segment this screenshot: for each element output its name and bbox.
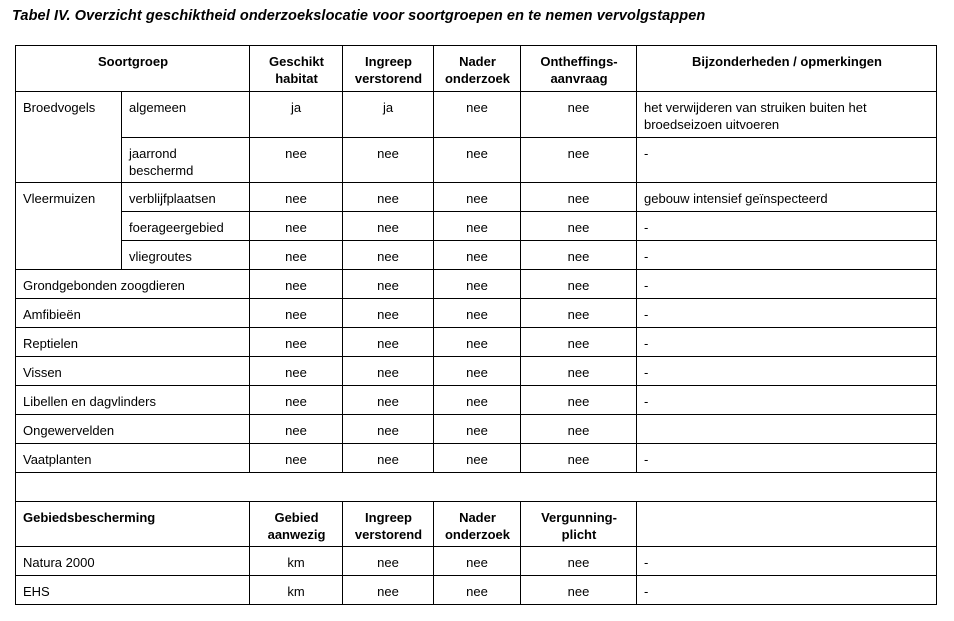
ontheffing-cell: nee [521, 270, 637, 299]
remark-cell: - [637, 241, 937, 270]
habitat-cell: nee [250, 357, 343, 386]
header-ontheffingsaanvraag: Ontheffings- aanvraag [521, 46, 637, 92]
ingreep-cell: nee [343, 444, 434, 473]
table-row [16, 92, 937, 138]
table-row [16, 328, 937, 357]
ontheffing-cell: nee [521, 241, 637, 270]
ingreep-cell: nee [343, 241, 434, 270]
habitat-cell: nee [250, 241, 343, 270]
vergunning-cell: nee [521, 547, 637, 576]
gebied-cell: km [250, 576, 343, 605]
nader-cell: nee [434, 138, 521, 183]
ontheffing-cell: nee [521, 328, 637, 357]
table-row [16, 299, 937, 328]
table-row [16, 212, 937, 241]
remark-cell: - [637, 270, 937, 299]
nader-cell: nee [434, 270, 521, 299]
ingreep-cell: nee [343, 386, 434, 415]
table-row [16, 444, 937, 473]
table-row [16, 386, 937, 415]
group-cell: Natura 2000 [16, 547, 250, 576]
table-row [16, 270, 937, 299]
subgroup-cell: jaarrond beschermd [122, 138, 250, 183]
header-bijzonderheden: Bijzonderheden / opmerkingen [637, 46, 937, 92]
remark-cell: - [637, 212, 937, 241]
ingreep-cell: nee [343, 183, 434, 212]
remark-cell: - [637, 576, 937, 605]
group-broedvogels: Broedvogels [16, 92, 122, 138]
ontheffing-cell: nee [521, 357, 637, 386]
ingreep-cell: nee [343, 299, 434, 328]
habitat-cell: nee [250, 299, 343, 328]
header-nader-onderzoek: Nader onderzoek [434, 502, 521, 547]
gebied-cell: km [250, 547, 343, 576]
nader-cell: nee [434, 444, 521, 473]
habitat-cell: nee [250, 386, 343, 415]
subgroup-cell: foerageergebied [122, 212, 250, 241]
group-cell: Amfibieën [16, 299, 250, 328]
ontheffing-cell: nee [521, 138, 637, 183]
ingreep-cell: nee [343, 576, 434, 605]
table-title: Tabel IV. Overzicht geschiktheid onderzoekslocatie voor soortgroepen en te nemen vervolgstappen [12, 8, 706, 24]
remark-cell: - [637, 357, 937, 386]
header-geschikt-habitat: Geschikt habitat [250, 46, 343, 92]
table-row [16, 357, 937, 386]
nader-cell: nee [434, 241, 521, 270]
remark-cell: - [637, 299, 937, 328]
ontheffing-cell: nee [521, 444, 637, 473]
ontheffing-cell: nee [521, 92, 637, 138]
group-cell: Grondgebonden zoogdieren [16, 270, 250, 299]
habitat-cell: nee [250, 138, 343, 183]
remark-cell: - [637, 547, 937, 576]
remark-cell: - [637, 328, 937, 357]
ontheffing-cell: nee [521, 415, 637, 444]
ingreep-cell: ja [343, 92, 434, 138]
table-spacer-row [16, 473, 937, 502]
ingreep-cell: nee [343, 212, 434, 241]
habitat-cell: nee [250, 212, 343, 241]
nader-cell: nee [434, 415, 521, 444]
header-soortgroep: Soortgroep [16, 46, 250, 92]
ontheffing-cell: nee [521, 386, 637, 415]
habitat-cell: nee [250, 270, 343, 299]
ontheffing-cell: nee [521, 183, 637, 212]
header-gebiedsbescherming: Gebiedsbescherming [16, 502, 250, 547]
nader-cell: nee [434, 547, 521, 576]
ingreep-cell: nee [343, 547, 434, 576]
header-nader-onderzoek: Nader onderzoek [434, 46, 521, 92]
table-row [16, 547, 937, 576]
vergunning-cell: nee [521, 576, 637, 605]
habitat-cell: nee [250, 415, 343, 444]
remark-cell: gebouw intensief geïnspecteerd [637, 183, 937, 212]
ingreep-cell: nee [343, 270, 434, 299]
nader-cell: nee [434, 357, 521, 386]
area-header-row [16, 502, 937, 547]
subgroup-cell: vliegroutes [122, 241, 250, 270]
group-cell: Reptielen [16, 328, 250, 357]
table-header-row [16, 46, 937, 92]
nader-cell: nee [434, 183, 521, 212]
table-row [16, 415, 937, 444]
nader-cell: nee [434, 328, 521, 357]
remark-cell: - [637, 444, 937, 473]
group-spacer [16, 241, 122, 270]
group-spacer [16, 212, 122, 241]
header-ingreep-verstorend: Ingreep verstorend [343, 502, 434, 547]
ingreep-cell: nee [343, 138, 434, 183]
table-row [16, 183, 937, 212]
ingreep-cell: nee [343, 415, 434, 444]
nader-cell: nee [434, 576, 521, 605]
nader-cell: nee [434, 92, 521, 138]
group-spacer [16, 138, 122, 183]
remark-cell: - [637, 386, 937, 415]
nader-cell: nee [434, 212, 521, 241]
remark-cell: - [637, 138, 937, 183]
group-vleermuizen: Vleermuizen [16, 183, 122, 212]
header-vergunningplicht: Vergunning- plicht [521, 502, 637, 547]
group-cell: Vissen [16, 357, 250, 386]
habitat-cell: nee [250, 444, 343, 473]
group-cell: Ongewervelden [16, 415, 250, 444]
ingreep-cell: nee [343, 357, 434, 386]
habitat-cell: nee [250, 183, 343, 212]
habitat-cell: ja [250, 92, 343, 138]
habitat-cell: nee [250, 328, 343, 357]
table-row [16, 138, 937, 183]
ontheffing-cell: nee [521, 299, 637, 328]
ingreep-cell: nee [343, 328, 434, 357]
remark-cell: het verwijderen van struiken buiten het broedseizoen uitvoeren [637, 92, 937, 138]
header-gebied-aanwezig: Gebied aanwezig [250, 502, 343, 547]
group-cell: EHS [16, 576, 250, 605]
table-row [16, 241, 937, 270]
remark-cell [637, 415, 937, 444]
header-empty [637, 502, 937, 547]
spacer-cell [16, 473, 937, 502]
header-ingreep-verstorend: Ingreep verstorend [343, 46, 434, 92]
subgroup-cell: verblijfplaatsen [122, 183, 250, 212]
subgroup-cell: algemeen [122, 92, 250, 138]
ontheffing-cell: nee [521, 212, 637, 241]
table-row [16, 576, 937, 605]
nader-cell: nee [434, 299, 521, 328]
assessment-table [15, 45, 937, 605]
nader-cell: nee [434, 386, 521, 415]
group-cell: Libellen en dagvlinders [16, 386, 250, 415]
group-cell: Vaatplanten [16, 444, 250, 473]
